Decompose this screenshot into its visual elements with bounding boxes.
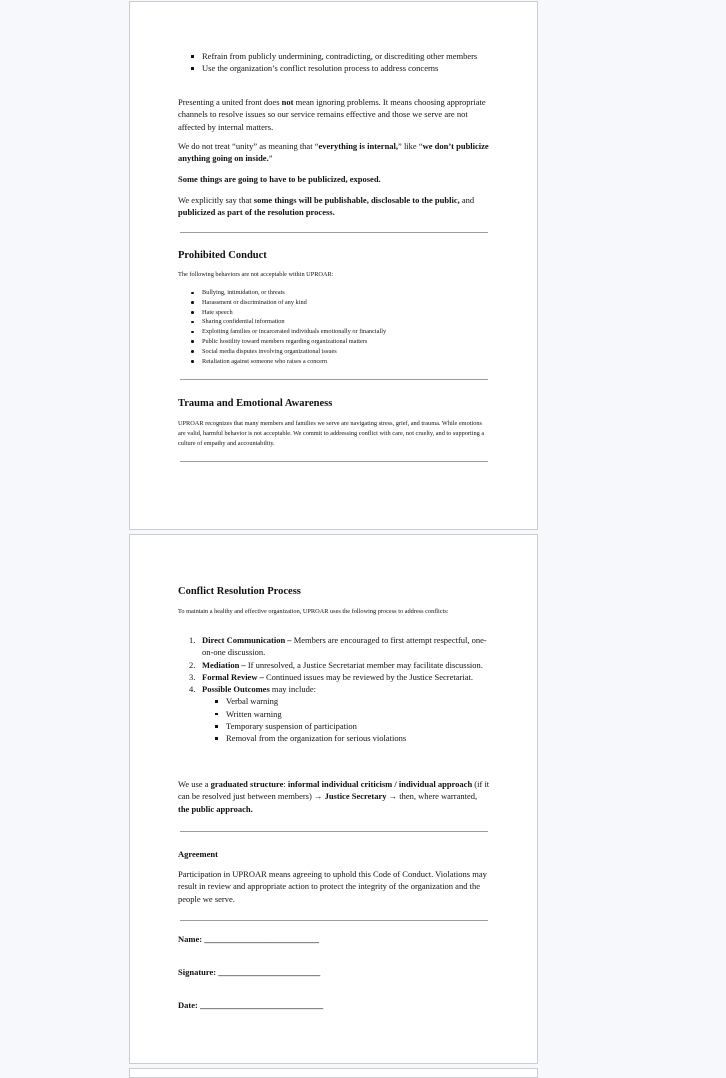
- agreement-paragraph: Participation in UPROAR means agreeing to uphold this Code of Conduct. Violations may result in review and appropriate action to protect the integrity of the organization and the people we serve.: [178, 869, 487, 904]
- list-item: 3. Formal Review – Continued issues may be reviewed by the Justice Secretariat.: [189, 671, 473, 682]
- list-item: Refrain from publicly undermining, contradicting, or discrediting other members: [178, 50, 490, 62]
- list-item: Written warning: [178, 708, 490, 720]
- divider: [180, 831, 488, 832]
- list-item: 2. Mediation – If unresolved, a Justice Secretariat member may facilitate discussion.: [189, 659, 483, 670]
- name-signature-line: Name: ___________________________: [178, 934, 319, 944]
- list-item: Bullying, intimidation, or threats: [178, 288, 490, 298]
- list-item: Temporary suspension of participation: [178, 720, 490, 732]
- list-item: Sharing confidential information: [178, 317, 490, 327]
- intro-bullet-list: [178, 50, 490, 75]
- agreement-heading: Agreement: [178, 849, 218, 859]
- trauma-heading: Trauma and Emotional Awareness: [178, 398, 333, 409]
- prohibited-conduct-heading: Prohibited Conduct: [178, 250, 267, 261]
- list-item: Retaliation against someone who raises a concern: [178, 357, 490, 367]
- signature-line: Signature: ________________________: [178, 967, 321, 977]
- conflict-steps-list: [178, 634, 490, 745]
- document-page-1: [129, 1, 538, 530]
- date-signature-line: Date: _____________________________: [178, 1000, 324, 1010]
- divider: [180, 461, 488, 462]
- united-front-paragraph: Presenting a united front does not mean ignoring problems. It means choosing appropriate channels to resolve issues so our service remains effective and those we serve are not affected by internal matters.: [178, 97, 486, 132]
- list-item: Verbal warning: [178, 695, 490, 707]
- publicized-paragraph: Some things are going to have to be publicized, exposed.: [178, 174, 381, 184]
- list-item: Social media disputes involving organizational issues: [178, 347, 490, 357]
- list-item: Removal from the organization for serious violations: [178, 732, 490, 744]
- trauma-paragraph: UPROAR recognizes that many members and families we serve are navigating stress, grief, and trauma. While emotions are valid, harmful behavior is not acceptable. We commit to addressing conflict with care, not cruelty, and to supporting a culture of empathy and accountability.: [178, 420, 485, 447]
- graduated-structure-paragraph: We use a graduated structure: informal individual criticism / individual approach (if it can be resolved just between members) → Justice Secretary → then, where warranted, the public approach.: [178, 779, 490, 814]
- list-item: Harassment or discrimination of any kind: [178, 298, 490, 308]
- divider: [180, 379, 488, 380]
- list-item: Exploiting families or incarcerated individuals emotionally or financially: [178, 327, 490, 337]
- divider: [180, 920, 488, 921]
- explicit-paragraph: We explicitly say that some things will be publishable, disclosable to the public, and publicized as part of the resolution process.: [178, 195, 475, 218]
- divider: [180, 232, 488, 233]
- list-item: 1. Direct Communication – Members are encouraged to first attempt respectful, one-on-one discussion.: [189, 635, 487, 658]
- conflict-resolution-intro: To maintain a healthy and effective organization, UPROAR uses the following process to address conflicts:: [178, 608, 449, 615]
- list-item: Use the organization’s conflict resolution process to address concerns: [178, 62, 490, 74]
- conflict-resolution-heading: Conflict Resolution Process: [178, 586, 301, 597]
- unity-paragraph: We do not treat “unity” as meaning that “everything is internal,” like “we don’t publicize anything going on inside.”: [178, 141, 489, 164]
- possible-outcomes-list: [178, 695, 490, 744]
- prohibited-conduct-list: [178, 288, 490, 366]
- list-item: 4. Possible Outcomes may include:: [189, 684, 317, 695]
- list-item: Public hostility toward members regarding organizational matters: [178, 337, 490, 347]
- prohibited-conduct-intro: The following behaviors are not acceptable within UPROAR:: [178, 271, 334, 278]
- list-item: Hate speech: [178, 308, 490, 318]
- document-page-2: [129, 534, 538, 1064]
